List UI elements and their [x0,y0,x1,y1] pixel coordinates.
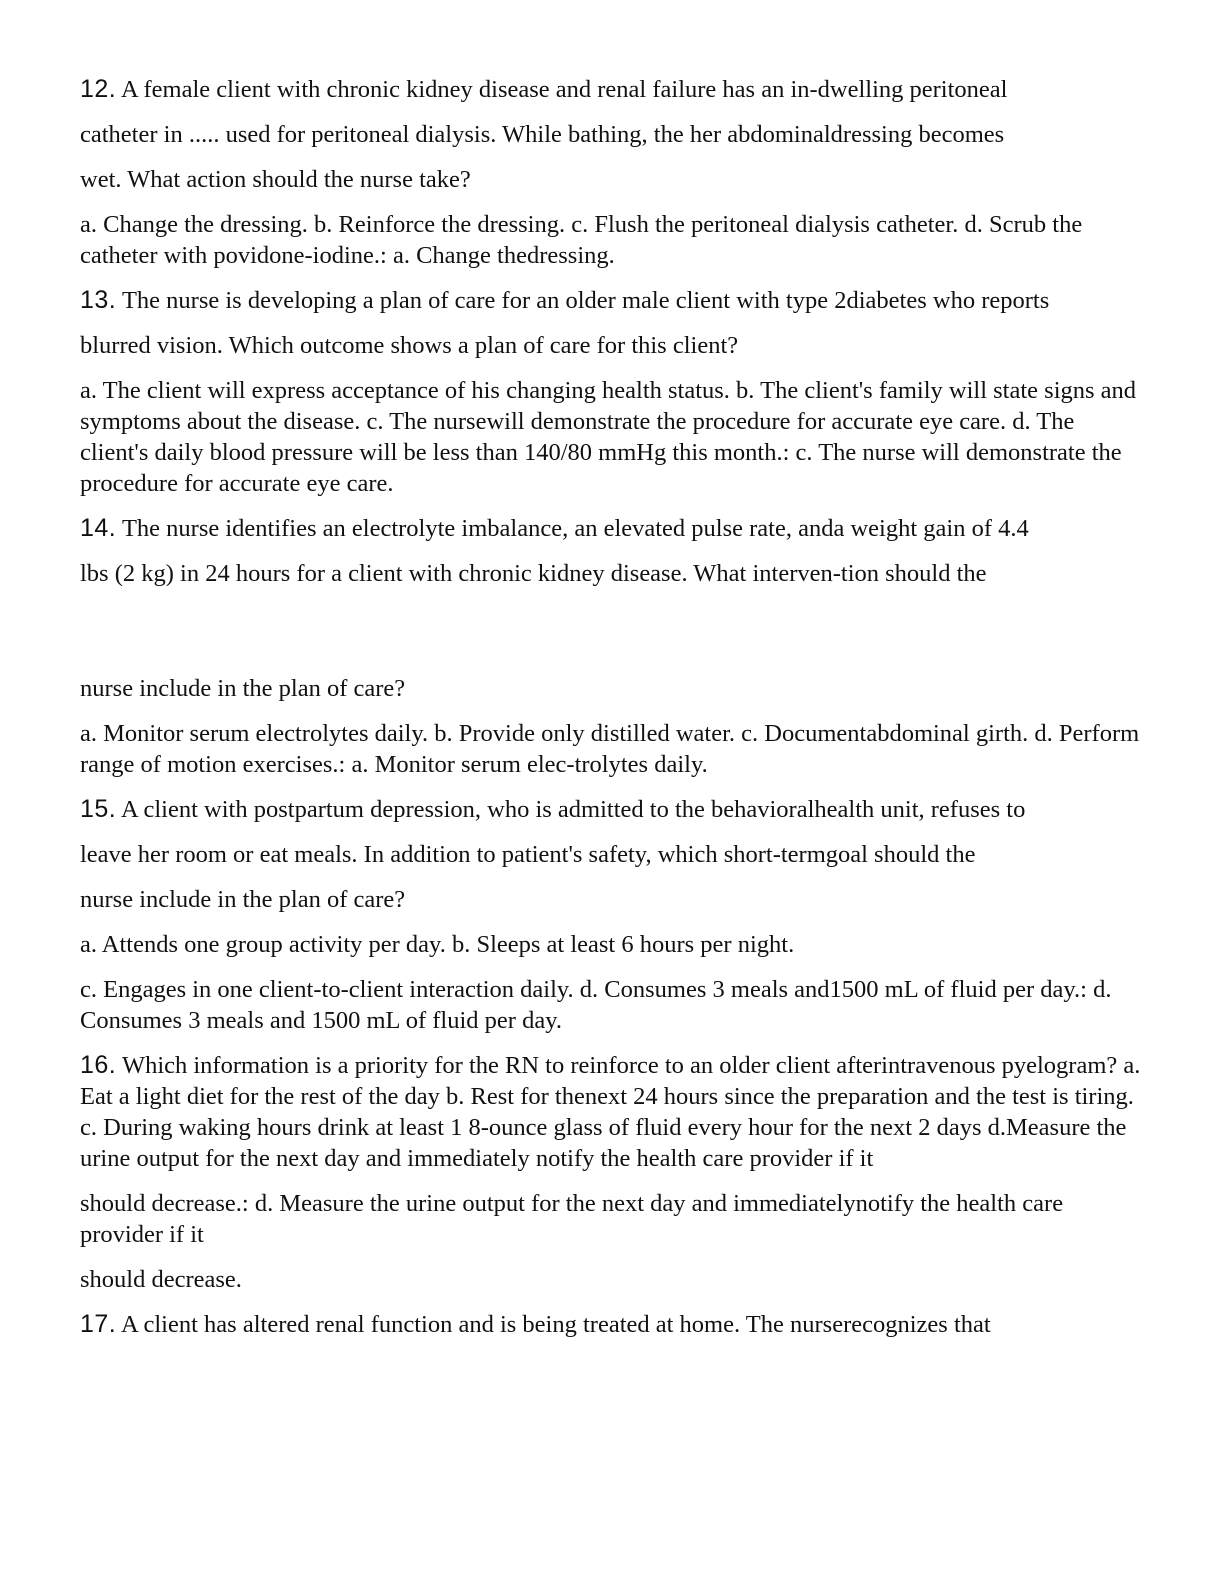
question-number: 17. [80,1310,117,1338]
question-16-answer: should decrease.: d. Measure the urine output for the next day and immediatelynotify the health care provider if it [80,1190,1064,1248]
question-15-stem [80,794,1140,825]
question-text: A female client with chronic kidney disease and renal failure has an in-dwelling peritoneal [116,76,1008,103]
question-16-stem [80,1050,1144,1174]
question-14-line: nurse include in the plan of care? [80,675,406,702]
question-number: 16. [80,1051,117,1079]
question-12-stem [80,74,1040,105]
question-15-options: a. Attends one group activity per day. b. Sleeps at least 6 hours per night. [80,931,795,958]
question-text: Which information is a priority for the RN to reinforce to an older client afterintravenous pyelogram? a. Eat a light diet for the rest of the day b. Rest for thenext 24 hours since the preparation and the test is tiring. c. During waking hours drink at least 1 8-ounce glass of fluid every hour for the next 2 days d.Measure the urine output for the next day and immediately notify the health care provider if it [80,1052,1141,1172]
question-number: 12. [80,75,117,103]
question-12-line: wet. What action should the nurse take? [80,166,471,193]
document-page [80,74,1144,1354]
question-14-line: lbs (2 kg) in 24 hours for a client with chronic kidney disease. What interven-tion should the [80,560,987,587]
question-13-answer: a. The client will express acceptance of his changing health status. b. The client's family will state signs and symptoms about the disease. c. The nursewill demonstrate the procedure for accurate eye care. d. The client's daily blood pressure will be less than 140/80 mmHg this month.: c. The nurse will demonstrate the procedure for accurate eye care. [80,377,1137,497]
question-17-stem [80,1309,1144,1340]
question-15-answer: c. Engages in one client-to-client interaction daily. d. Consumes 3 meals and1500 mL of fluid per day.: d. Consumes 3 meals and 1500 mL of fluid per day. [80,976,1112,1034]
page-break-gap [80,603,1144,673]
question-15-line: leave her room or eat meals. In addition to patient's safety, which short-termgoal should the [80,841,976,868]
question-text: A client with postpartum depression, who is admitted to the behavioralhealth unit, refuses to [116,796,1026,823]
question-number: 13. [80,286,117,314]
question-12-line: catheter in ..... used for peritoneal dialysis. While bathing, the her abdominaldressing becomes [80,121,1005,148]
question-12-answer: a. Change the dressing. b. Reinforce the dressing. c. Flush the peritoneal dialysis catheter. d. Scrub the catheter with povidone-iodine.: a. Change thedressing. [80,211,1083,269]
question-15-line: nurse include in the plan of care? [80,886,406,913]
question-text: The nurse identifies an electrolyte imbalance, an elevated pulse rate, anda weight gain of 4.4 [116,515,1029,542]
question-number: 14. [80,514,117,542]
question-14-answer: a. Monitor serum electrolytes daily. b. Provide only distilled water. c. Documentabdominal girth. d. Perform range of motion exercises.: a. Monitor serum elec-trolytes daily. [80,720,1140,778]
question-text: A client has altered renal function and is being treated at home. The nurserecognizes that [116,1311,991,1338]
question-13-stem [80,285,1120,316]
question-13-line: blurred vision. Which outcome shows a plan of care for this client? [80,332,739,359]
question-text: The nurse is developing a plan of care for an older male client with type 2diabetes who reports [116,287,1050,314]
question-14-stem [80,513,1130,544]
question-number: 15. [80,795,117,823]
question-16-line: should decrease. [80,1266,242,1293]
